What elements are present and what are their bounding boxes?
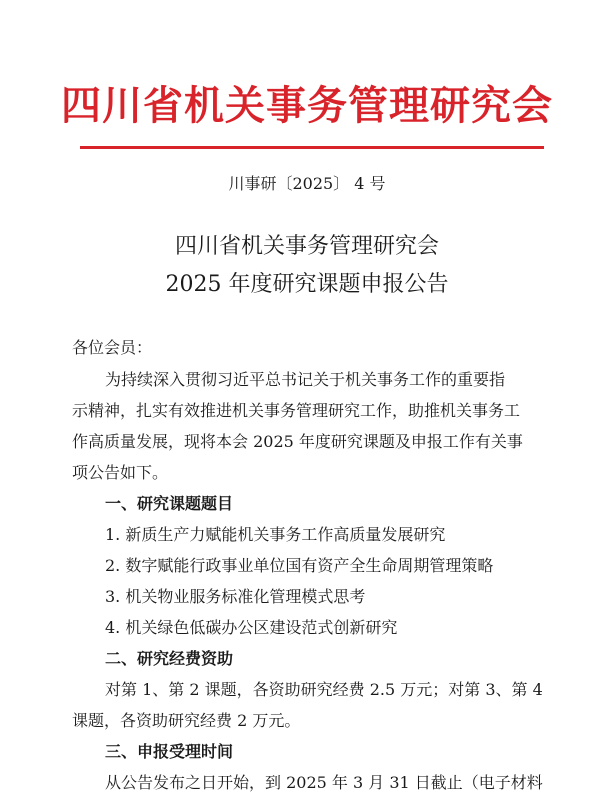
topic-item: 1. 新质生产力赋能机关事务工作高质量发展研究 — [105, 525, 446, 544]
deadline-paragraph-line: 从公告发布之日开始，到 2025 年 3 月 31 日截止（电子材料 — [105, 773, 543, 792]
document-title-line2: 2025 年度研究课题申报公告 — [165, 272, 449, 297]
document-title-line1: 四川省机关事务管理研究会 — [174, 234, 439, 259]
document-number: 川事研〔2025〕 4 号 — [228, 174, 386, 193]
section-heading-topics: 一、研究课题题目 — [105, 494, 234, 513]
salutation: 各位会员： — [72, 338, 153, 357]
funding-paragraph-line: 对第 1、第 2 课题，各资助研究经费 2.5 万元；对第 3、第 4 — [105, 680, 543, 699]
funding-paragraph-line: 课题，各资助研究经费 2 万元。 — [72, 711, 301, 730]
topic-item: 4. 机关绿色低碳办公区建设范式创新研究 — [105, 618, 398, 637]
section-heading-funding: 二、研究经费资助 — [105, 649, 234, 668]
intro-paragraph-line: 示精神，扎实有效推进机关事务管理研究工作，助推机关事务工 — [72, 401, 521, 420]
intro-paragraph-line: 项公告如下。 — [72, 463, 169, 482]
section-heading-deadline: 三、申报受理时间 — [105, 742, 234, 761]
topic-item: 3. 机关物业服务标准化管理模式思考 — [105, 587, 366, 606]
org-header-title: 四川省机关事务管理研究会 — [61, 82, 553, 129]
header-divider — [80, 146, 544, 149]
intro-paragraph-line: 作高质量发展，现将本会 2025 年度研究课题及申报工作有关事 — [72, 432, 523, 451]
intro-paragraph-line: 为持续深入贯彻习近平总书记关于机关事务工作的重要指 — [105, 370, 506, 389]
topic-item: 2. 数字赋能行政事业单位国有资产全生命周期管理策略 — [105, 556, 494, 575]
